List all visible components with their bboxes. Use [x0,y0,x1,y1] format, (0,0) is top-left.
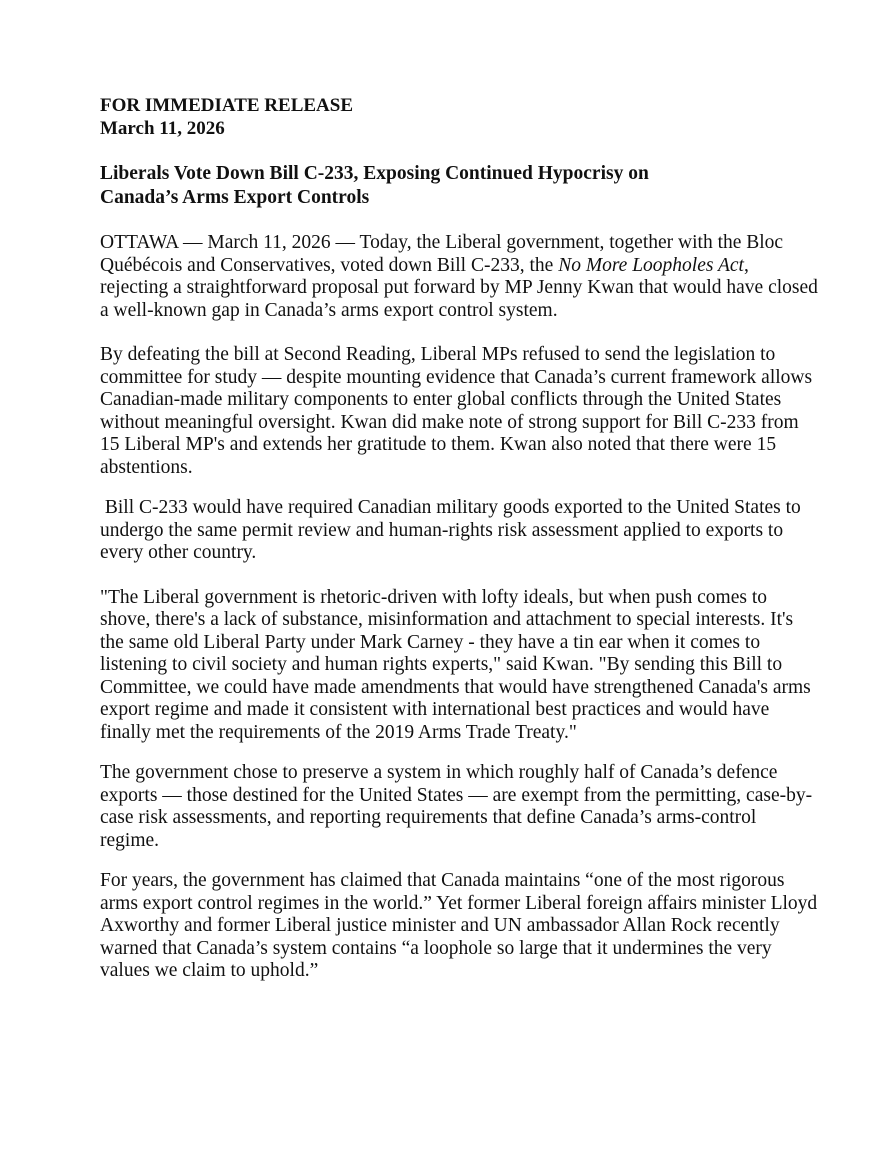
press-release-page [100,94,820,983]
paragraph-dateline-tail: , rejecting a straightforward proposal put forward by MP Jenny Kwan that would have closed a well-known gap in Canada’s arms export control system. [100,254,818,321]
paragraph-second-reading: By defeating the bill at Second Reading, Liberal MPs refused to send the legislation to committee for study — despite mounting evidence that Canada’s current framework allows Canadian-made military components to enter global conflicts through the United States without meaningful oversight. Kwan did make note of strong support for Bill C-233 from 15 Liberal MP's and extends her gratitude to them. Kwan also noted that there were 15 abstentions. [100,344,813,478]
paragraph-bill-requirements-text: Bill C-233 would have required Canadian military goods exported to the United States to undergo the same permit review and human-rights risk assessment applied to exports to every other country. [100,497,801,563]
paragraph-exemption: The government chose to preserve a system in which roughly half of Canada’s defence exports — those destined for the United States — are exempt from the permitting, case-by-case risk assessments, and reporting requirements that define Canada’s arms-control regime. [100,762,813,851]
paragraph-dateline-text: OTTAWA — March 11, 2026 — Today, the Liberal government, together with the Bloc Québécois and Conservatives, voted down Bill C-233, the [100,232,784,276]
release-label: FOR IMMEDIATE RELEASE [100,95,354,116]
headline-line-2: Canada’s Arms Export Controls [100,187,370,208]
paragraph-dateline [100,232,820,322]
release-date: March 11, 2026 [100,118,225,139]
paragraph-loophole-warning: For years, the government has claimed that Canada maintains “one of the most rigorous arms export control regimes in the world.” Yet former Liberal foreign affairs minister Lloyd Axworthy and former Liberal justice minister and UN ambassador Allan Rock recently warned that Canada’s system contains “a loophole so large that it undermines the very values we claim to uphold.” [100,870,818,981]
headline-line-1: Liberals Vote Down Bill C-233, Exposing Continued Hypocrisy on [100,163,649,184]
paragraph-bill-requirements [100,497,820,565]
release-header [100,94,820,140]
act-title: No More Loopholes Act [558,254,744,276]
headline [100,162,820,210]
paragraph-kwan-quote: "The Liberal government is rhetoric-driven with lofty ideals, but when push comes to shove, there's a lack of substance, misinformation and attachment to special interests. It's the same old Liberal Party under Mark Carney - they have a tin ear when it comes to listening to civil society and human rights experts," said Kwan. "By sending this Bill to Committee, we could have made amendments that would have strengthened Canada's arms export regime and made it consistent with international best practices and would have finally met the requirements of the 2019 Arms Trade Treaty." [100,586,811,743]
